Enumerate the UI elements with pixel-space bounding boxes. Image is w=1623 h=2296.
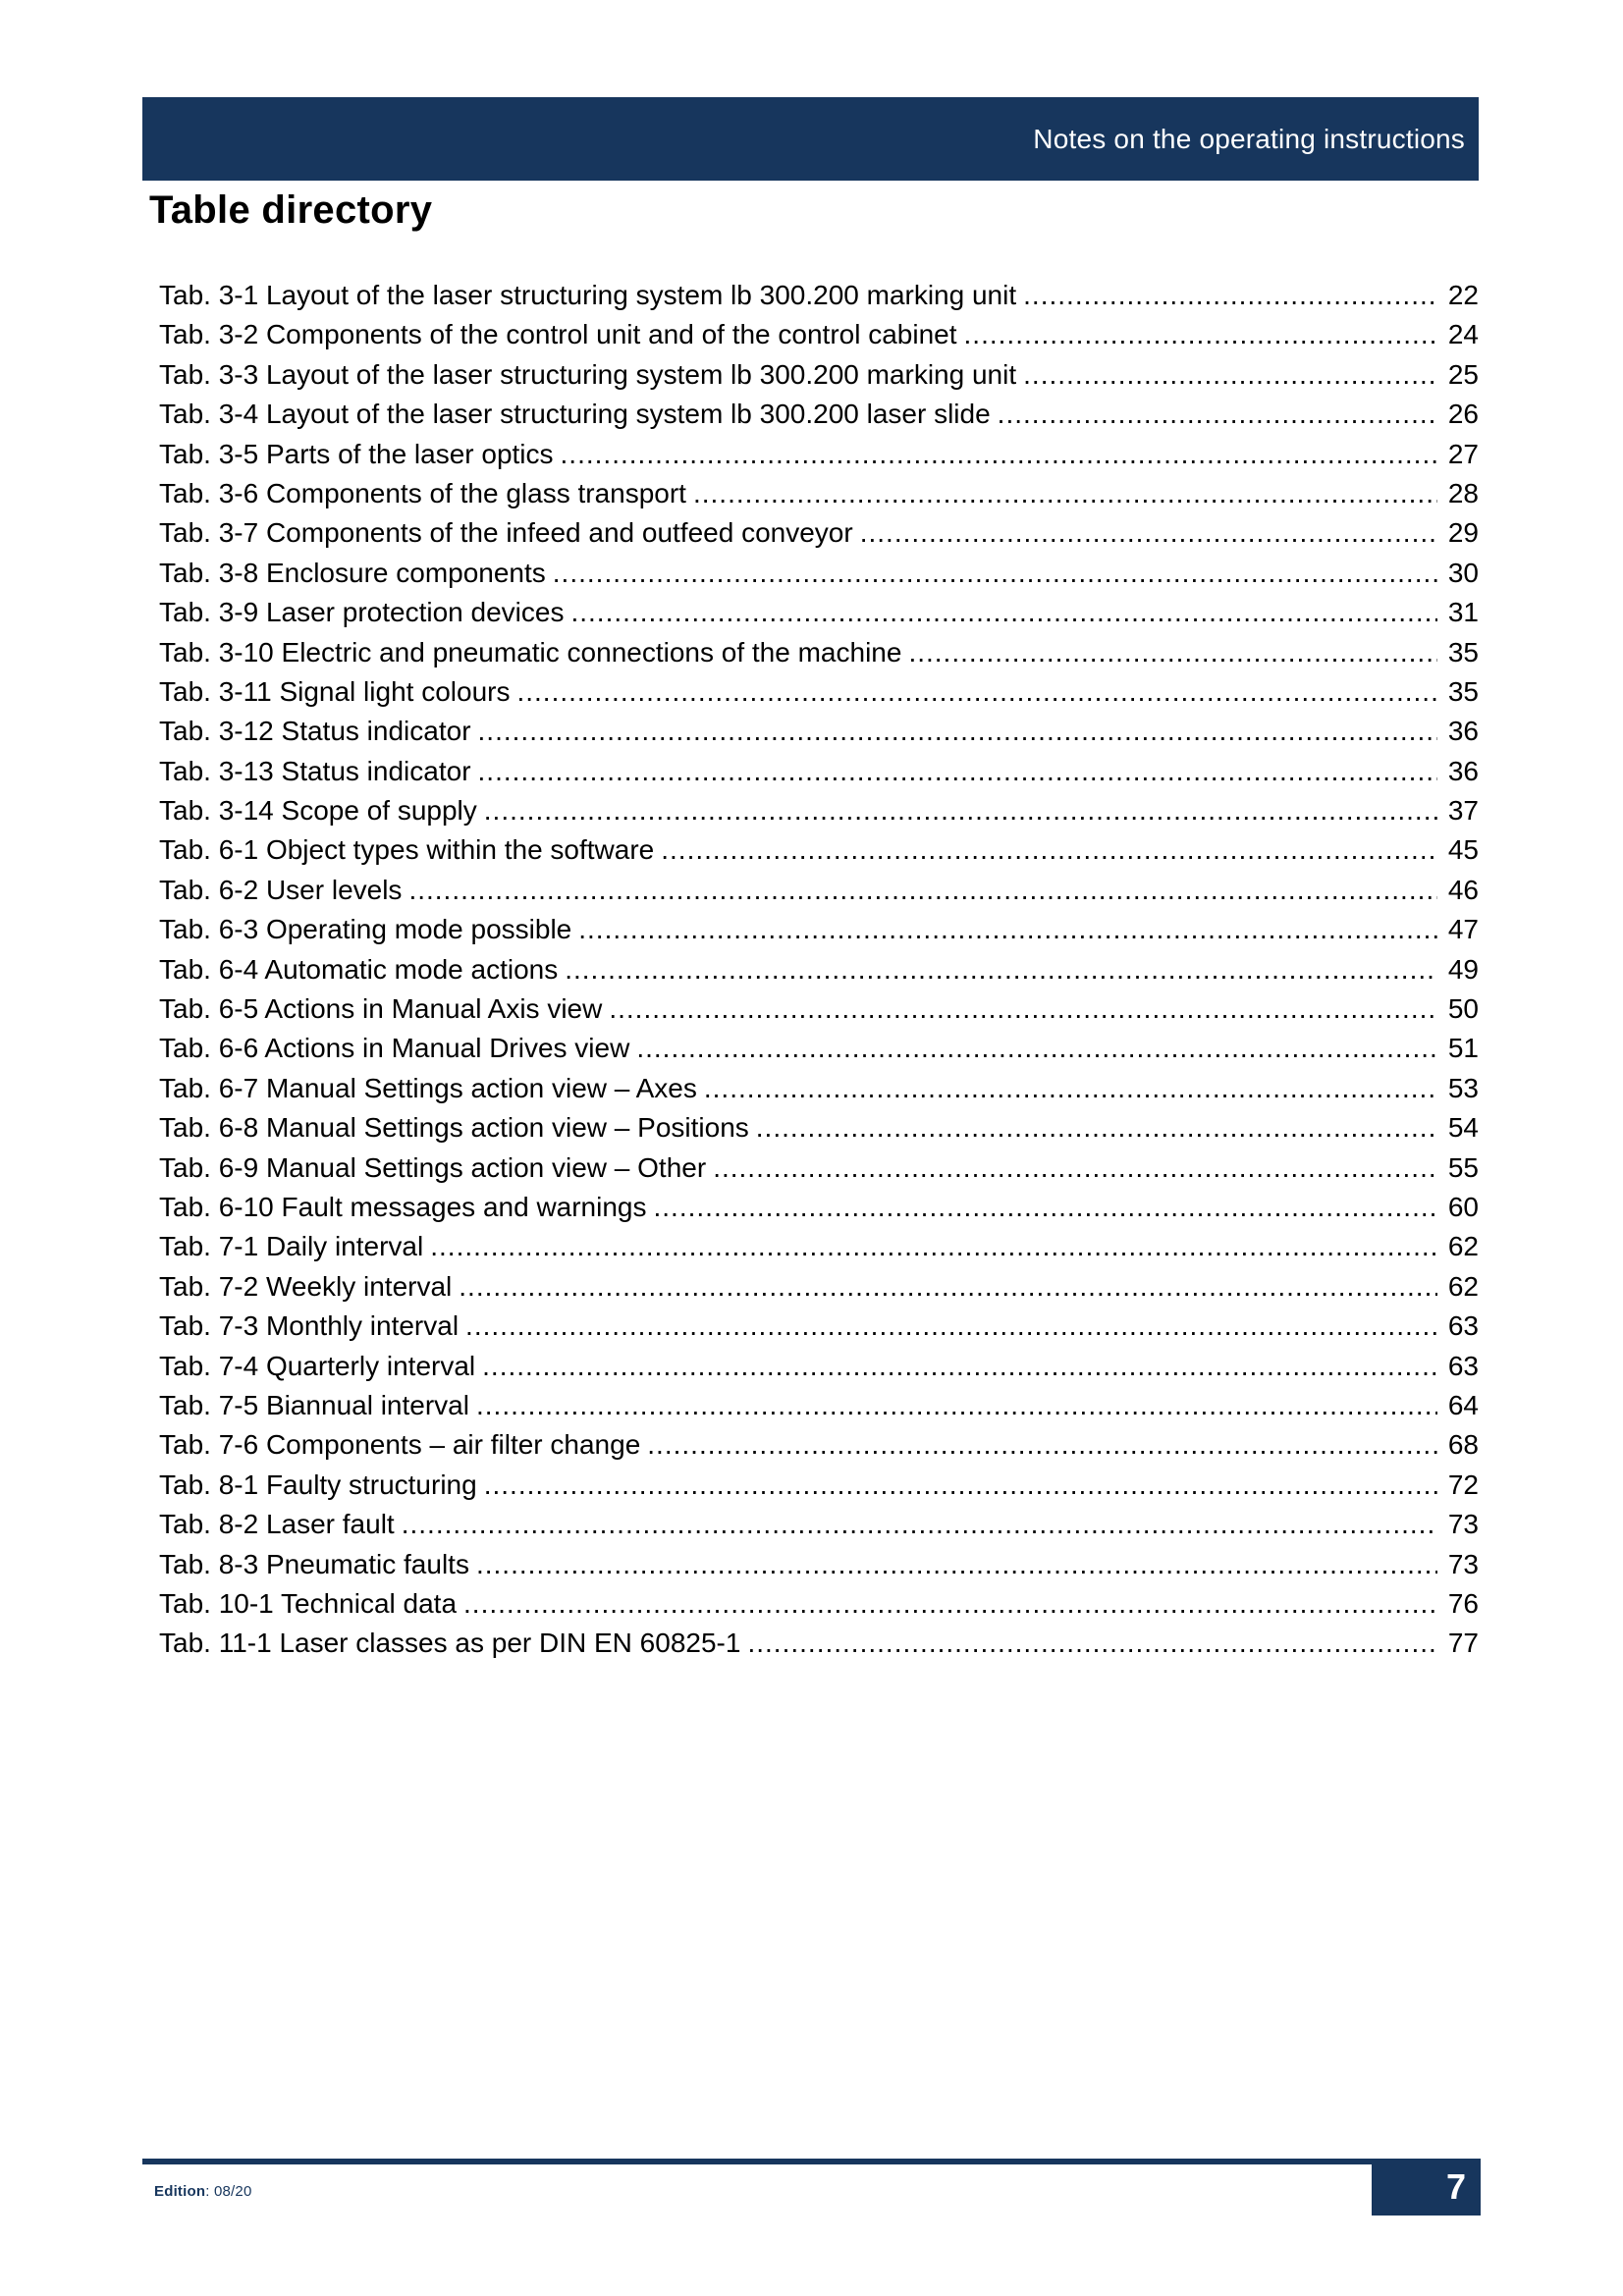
toc-entry [159, 791, 1479, 830]
dot-leader [553, 554, 1437, 593]
dot-leader [756, 1108, 1437, 1148]
toc-entry [159, 1466, 1479, 1505]
dot-leader [478, 712, 1437, 751]
page-number-box [1372, 2159, 1481, 2216]
dot-leader [516, 672, 1437, 712]
toc-entry-page: 73 [1447, 1548, 1479, 1579]
dot-leader [402, 1505, 1437, 1544]
toc-entry [159, 1227, 1479, 1266]
dot-leader [713, 1148, 1437, 1188]
toc-entry [159, 1386, 1479, 1425]
toc-entry [159, 752, 1479, 791]
toc-entry-page: 24 [1447, 319, 1479, 350]
toc-entry-page: 64 [1447, 1389, 1479, 1420]
dot-leader [430, 1227, 1437, 1266]
dot-leader [561, 435, 1437, 474]
toc-entry [159, 1545, 1479, 1584]
toc-entry-page: 62 [1447, 1231, 1479, 1262]
dot-leader [484, 791, 1437, 830]
toc-entry [159, 1425, 1479, 1465]
dot-leader [647, 1425, 1437, 1465]
dot-leader [408, 871, 1437, 910]
dot-leader [1023, 355, 1437, 395]
toc-entry-title: Tab. 3-13 Status indicator [159, 755, 471, 786]
dot-leader [482, 1347, 1437, 1386]
toc-entry-page: 55 [1447, 1151, 1479, 1183]
toc-entry-title: Tab. 6-7 Manual Settings action view – Axes [159, 1072, 697, 1103]
toc-entry-title: Tab. 8-2 Laser fault [159, 1509, 395, 1540]
toc-entry [159, 1307, 1479, 1346]
header-running-title: Notes on the operating instructions [1033, 123, 1465, 154]
dot-leader [654, 1188, 1438, 1227]
toc-entry-page: 63 [1447, 1350, 1479, 1381]
dot-leader [459, 1267, 1437, 1307]
toc-entry-title: Tab. 7-5 Biannual interval [159, 1389, 469, 1420]
toc-entry-page: 77 [1447, 1628, 1479, 1659]
dot-leader [908, 633, 1437, 672]
toc-entry-title: Tab. 8-1 Faulty structuring [159, 1468, 477, 1500]
toc-entry [159, 950, 1479, 989]
toc-entry [159, 276, 1479, 315]
toc-entry-title: Tab. 7-6 Components – air filter change [159, 1429, 641, 1461]
toc-entry-title: Tab. 11-1 Laser classes as per DIN EN 60825-1 [159, 1628, 741, 1659]
toc-entry-title: Tab. 3-14 Scope of supply [159, 795, 477, 827]
page-title: Table directory [149, 188, 433, 232]
toc-entry [159, 474, 1479, 513]
toc-entry-title: Tab. 7-2 Weekly interval [159, 1270, 453, 1302]
toc-entry [159, 1108, 1479, 1148]
dot-leader [1023, 276, 1437, 315]
toc-entry-page: 35 [1447, 636, 1479, 667]
toc-entry [159, 1347, 1479, 1386]
toc-entry-title: Tab. 6-5 Actions in Manual Axis view [159, 993, 603, 1025]
toc-entry-page: 60 [1447, 1191, 1479, 1222]
toc-entry-title: Tab. 6-1 Object types within the software [159, 834, 655, 866]
toc-entry-page: 50 [1447, 993, 1479, 1025]
toc-entry-title: Tab. 3-10 Electric and pneumatic connections of the machine [159, 636, 902, 667]
dot-leader [747, 1624, 1437, 1663]
toc-entry-page: 37 [1447, 795, 1479, 827]
toc-entry-title: Tab. 6-8 Manual Settings action view – Positions [159, 1112, 749, 1144]
toc-entry [159, 1505, 1479, 1544]
dot-leader [463, 1584, 1437, 1624]
dot-leader [478, 752, 1437, 791]
toc-entry-title: Tab. 3-12 Status indicator [159, 716, 471, 747]
toc-entry-title: Tab. 6-10 Fault messages and warnings [159, 1191, 647, 1222]
toc-entry-page: 26 [1447, 399, 1479, 430]
toc-entry-page: 28 [1447, 477, 1479, 508]
toc-entry-page: 27 [1447, 438, 1479, 469]
dot-leader [964, 315, 1437, 354]
toc-entry-title: Tab. 3-3 Layout of the laser structuring system lb 300.200 marking unit [159, 358, 1017, 390]
toc-entry-page: 46 [1447, 874, 1479, 905]
toc-entry-title: Tab. 3-1 Layout of the laser structuring system lb 300.200 marking unit [159, 280, 1017, 310]
dot-leader [998, 395, 1437, 434]
toc-entry [159, 871, 1479, 910]
toc-entry [159, 1584, 1479, 1624]
toc-entry-page: 31 [1447, 597, 1479, 628]
toc-entry [159, 513, 1479, 553]
dot-leader [704, 1069, 1437, 1108]
toc-entry [159, 1069, 1479, 1108]
toc-entry-title: Tab. 3-4 Layout of the laser structuring system lb 300.200 laser slide [159, 399, 991, 430]
toc-entry [159, 830, 1479, 870]
edition-note [154, 2183, 252, 2200]
toc-entry-title: Tab. 3-9 Laser protection devices [159, 597, 565, 628]
toc-entry-page: 49 [1447, 953, 1479, 985]
toc-entry-page: 22 [1447, 280, 1479, 310]
dot-leader [476, 1386, 1437, 1425]
toc-entry [159, 633, 1479, 672]
toc-entry-title: Tab. 3-5 Parts of the laser optics [159, 438, 554, 469]
toc-entry-page: 63 [1447, 1310, 1479, 1342]
toc-entry-page: 47 [1447, 914, 1479, 945]
toc-entry [159, 1624, 1479, 1663]
dot-leader [578, 910, 1437, 949]
toc-entry-page: 45 [1447, 834, 1479, 866]
page-header-bar [142, 97, 1479, 181]
dot-leader [570, 593, 1437, 632]
toc-entry [159, 1148, 1479, 1188]
toc-entry [159, 1029, 1479, 1068]
toc-entry-title: Tab. 3-11 Signal light colours [159, 675, 511, 707]
dot-leader [693, 474, 1437, 513]
table-directory-list [159, 276, 1479, 1664]
toc-entry-page: 36 [1447, 755, 1479, 786]
toc-entry [159, 435, 1479, 474]
toc-entry-title: Tab. 6-4 Automatic mode actions [159, 953, 559, 985]
page-number: 7 [1445, 2166, 1466, 2207]
toc-entry-title: Tab. 3-6 Components of the glass transport [159, 477, 686, 508]
toc-entry-page: 35 [1447, 675, 1479, 707]
toc-entry [159, 672, 1479, 712]
toc-entry-page: 25 [1447, 358, 1479, 390]
toc-entry-title: Tab. 3-2 Components of the control unit and of the control cabinet [159, 319, 957, 350]
edition-label: Edition [154, 2183, 206, 2200]
toc-entry-title: Tab. 7-1 Daily interval [159, 1231, 424, 1262]
dot-leader [476, 1545, 1437, 1584]
toc-entry-page: 68 [1447, 1429, 1479, 1461]
toc-entry-page: 29 [1447, 517, 1479, 549]
edition-value: : 08/20 [205, 2183, 252, 2200]
toc-entry-title: Tab. 7-3 Monthly interval [159, 1310, 460, 1342]
toc-entry-title: Tab. 6-3 Operating mode possible [159, 914, 572, 945]
toc-entry [159, 315, 1479, 354]
dot-leader [636, 1029, 1437, 1068]
toc-entry-title: Tab. 7-4 Quarterly interval [159, 1350, 476, 1381]
toc-entry-page: 62 [1447, 1270, 1479, 1302]
toc-entry [159, 593, 1479, 632]
toc-entry-page: 54 [1447, 1112, 1479, 1144]
dot-leader [661, 830, 1437, 870]
toc-entry [159, 1188, 1479, 1227]
toc-entry [159, 712, 1479, 751]
toc-entry [159, 989, 1479, 1029]
toc-entry-title: Tab. 3-8 Enclosure components [159, 557, 546, 588]
toc-entry-page: 76 [1447, 1587, 1479, 1619]
toc-entry-title: Tab. 10-1 Technical data [159, 1587, 458, 1619]
dot-leader [860, 513, 1437, 553]
toc-entry-page: 30 [1447, 557, 1479, 588]
toc-entry [159, 395, 1479, 434]
dot-leader [484, 1466, 1437, 1505]
toc-entry-title: Tab. 6-6 Actions in Manual Drives view [159, 1033, 630, 1064]
toc-entry-title: Tab. 6-2 User levels [159, 874, 403, 905]
toc-entry [159, 355, 1479, 395]
toc-entry-title: Tab. 8-3 Pneumatic faults [159, 1548, 469, 1579]
toc-entry [159, 1267, 1479, 1307]
dot-leader [609, 989, 1437, 1029]
toc-entry-page: 36 [1447, 716, 1479, 747]
toc-entry-title: Tab. 6-9 Manual Settings action view – Other [159, 1151, 707, 1183]
toc-entry [159, 554, 1479, 593]
toc-entry-page: 51 [1447, 1033, 1479, 1064]
dot-leader [465, 1307, 1437, 1346]
toc-entry-page: 72 [1447, 1468, 1479, 1500]
dot-leader [565, 950, 1437, 989]
footer-divider [142, 2159, 1481, 2164]
toc-entry-title: Tab. 3-7 Components of the infeed and outfeed conveyor [159, 517, 853, 549]
toc-entry-page: 53 [1447, 1072, 1479, 1103]
toc-entry-page: 73 [1447, 1509, 1479, 1540]
toc-entry [159, 910, 1479, 949]
